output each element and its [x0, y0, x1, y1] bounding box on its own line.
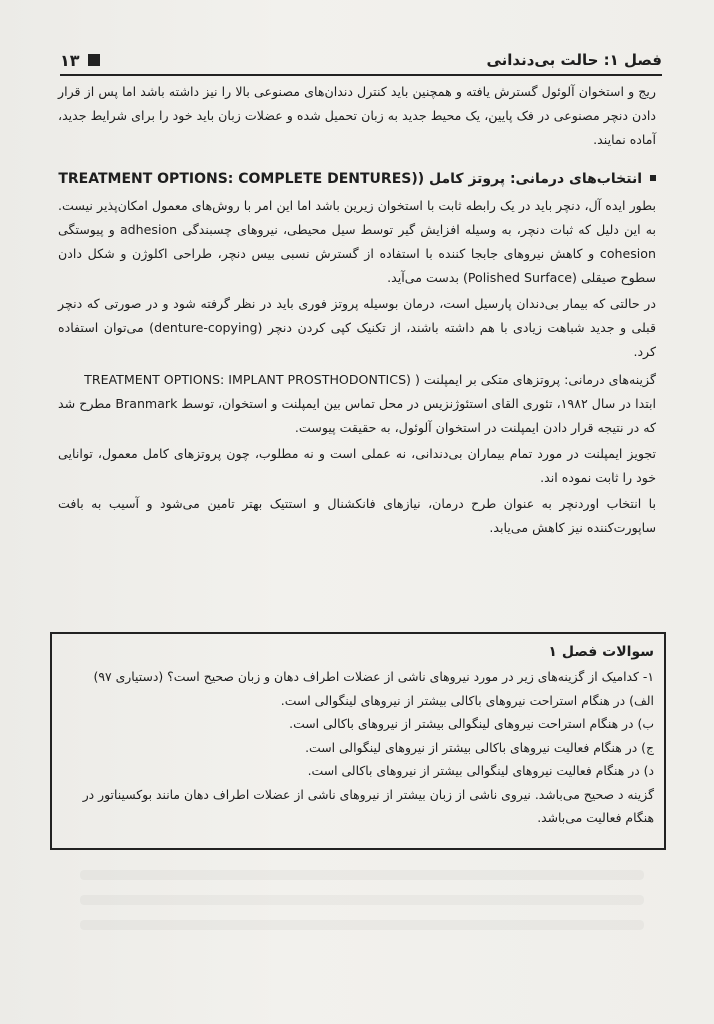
- page-number-group: [60, 51, 100, 70]
- option-a: الف) در هنگام استراحت نیروهای باکالی بیشتر از نیروهای لینگوالی است.: [280, 692, 654, 708]
- page-content: [58, 80, 656, 542]
- option-d: د) در هنگام فعالیت نیروهای لینگوالی بیشتر از نیروهای باکالی است.: [307, 763, 654, 778]
- section-heading-implant: [58, 368, 656, 392]
- section1-title-fa: انتخاب‌های درمانی: پروتز کامل (: [417, 171, 642, 187]
- question-1: ۱- کدامیک از گزینه‌های زیر در مورد نیروهای ناشی از عضلات اطراف دهان و زبان صحیح است؟ (دستیاری ۹۷): [93, 669, 654, 684]
- option-c: ج) در هنگام فعالیت نیروهای باکالی بیشتر از نیروهای لینگوالی است.: [305, 739, 654, 755]
- section2-title-en: TREATMENT OPTIONS: IMPLANT PROSTHODONTICS): [84, 372, 411, 387]
- bleed-through-shadow: [80, 870, 644, 880]
- bleed-through-shadow: [80, 920, 644, 930]
- option-b: ب) در هنگام استراحت نیروهای لینگوالی بیشتر از نیروهای باکالی است.: [289, 716, 654, 731]
- chapter-questions-box: [50, 632, 666, 850]
- section1-paragraph-1: بطور ایده آل، دنچر باید در یک رابطه ثابت با استخوان زیرین باشد اما این امر با روش‌های معمول امکان‌پذیر نیست. به این دلیل که ثبات دنچر، به وسیله افزایش گیر توسط سیل محیطی، نیروهای چسبندگی adhesion و پیوستگی cohesion و کاهش نیروهای جابجا کننده با استفاده از گسترش نسبی بیس دنچر، طراحی اکلوژن و شکل دادن سطوح صیقلی (Polished Surface) بدست می‌آید.: [58, 198, 656, 285]
- bullet-icon: [650, 175, 656, 181]
- section2-paragraph-2: تجویز ایمپلنت در مورد تمام بیماران بی‌دندانی، نه عملی است و نه مطلوب، چون پروتزهای کامل معمول، توانایی خود را ثابت نموده اند.: [58, 446, 656, 485]
- page-header: [60, 46, 662, 76]
- section2-paragraph-3: با انتخاب اوردنچر به عنوان طرح درمان، نیازهای فانکشنال و استتیک بهتر تامین می‌شود و آسیب به بافت ساپورت‌کننده نیز کاهش می‌یابد.: [58, 496, 656, 535]
- section1-title-en: TREATMENT OPTIONS: COMPLETE DENTURES): [58, 171, 418, 187]
- intro-paragraph: ریج و استخوان آلوئول گسترش یافته و همچنین باید کنترل دندان‌های مصنوعی بالا را نیز داشته باشد اما پس از قرار دادن دنچر مصنوعی در فک پایین، یک محیط جدید به زبان تحمیل شده و عضلات زبان باید خود را برای شرایط جدید، آماده نمایند.: [58, 84, 656, 147]
- questions-title: سوالات فصل ۱: [548, 644, 654, 660]
- section2-paragraph-1: ابتدا در سال ۱۹۸۲، تئوری القای استئوژنزیس در محل تماس بین ایمپلنت و استخوان، توسط Branmark مطرح شد که در نتیجه قرار دادن ایمپلنت در استخوان آلوئول، به حقیقت پیوست.: [58, 396, 656, 435]
- answer-explanation: گزینه د صحیح می‌باشد. نیروی ناشی از زبان بیشتر از نیروهای ناشی از عضلات اطراف دهان مانند بوکسیناتور در هنگام فعالیت می‌باشد.: [82, 786, 654, 825]
- section1-paragraph-2: در حالتی که بیمار بی‌دندان پارسیل است، درمان بوسیله پروتز فوری باید در نظر گرفته شود و در صورتی که دنچر قبلی و جدید شباهت زیادی با هم داشته باشند، از تکنیک کپی کردن دنچر (denture-copying) می‌توان استفاده کرد.: [58, 296, 656, 359]
- section2-title-fa: گزینه‌های درمانی: پروتزهای متکی بر ایمپلنت (: [415, 372, 656, 387]
- section-heading-complete-dentures: [58, 166, 656, 192]
- page-number: ۱۳: [60, 50, 80, 70]
- chapter-title: فصل ۱: حالت بی‌دندانی: [486, 51, 662, 69]
- bleed-through-shadow: [80, 895, 644, 905]
- square-marker-icon: [88, 54, 100, 66]
